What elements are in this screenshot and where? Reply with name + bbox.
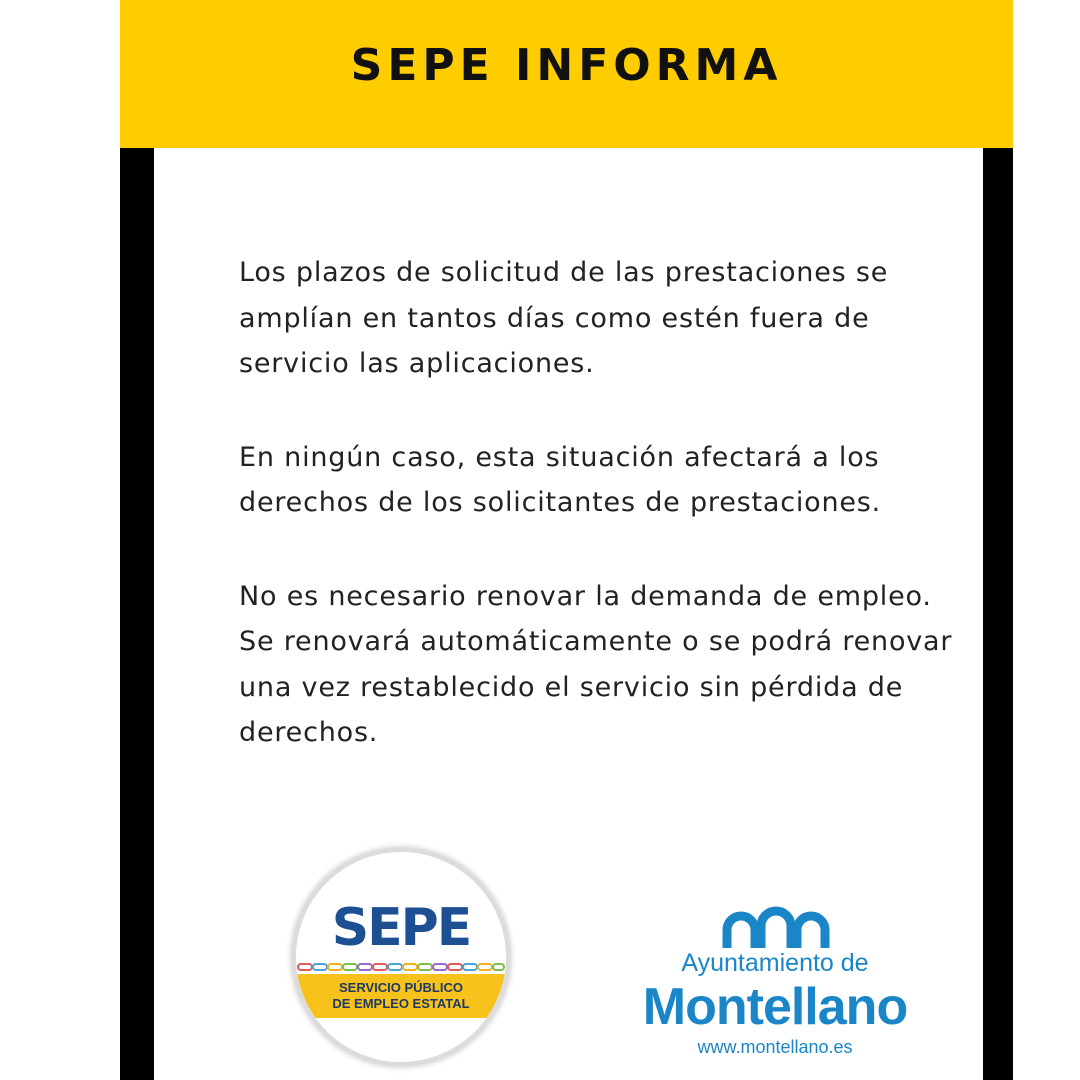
page-title: SEPE INFORMA [350,40,783,91]
sepe-subtitle-line-2: DE EMPLEO ESTATAL [332,996,470,1011]
paragraph-rights: En ningún caso, esta situación afectará a los derechos de los solicitantes de prestaciones. [239,441,882,518]
montellano-subtitle: Ayuntamiento de [681,949,869,977]
notice-body [239,250,959,804]
poster [120,0,1013,1080]
montellano-url: www.montellano.es [697,1037,853,1057]
sepe-logo [296,852,506,1062]
right-black-bar [983,148,1013,1080]
sepe-subtitle-line-1: SERVICIO PÚBLICO [338,980,463,995]
header-band [120,0,1013,148]
sepe-chain-icon [296,962,506,972]
montellano-logo [625,900,925,1065]
paragraph-renewal: No es necesario renovar la demanda de empleo. Se renovará automáticamente o se podrá renovar una vez restablecido el servicio sin pérdida de derechos. [239,580,953,748]
sepe-logo-subtitle [296,980,506,1012]
left-black-bar [120,148,154,1080]
montellano-arches-icon [721,904,831,948]
sepe-logo-word: SEPE [331,898,471,958]
montellano-name: Montellano [642,978,908,1036]
paragraph-deadlines: Los plazos de solicitud de las prestaciones se amplían en tantos días como estén fuera de servicio las aplicaciones. [239,257,889,379]
